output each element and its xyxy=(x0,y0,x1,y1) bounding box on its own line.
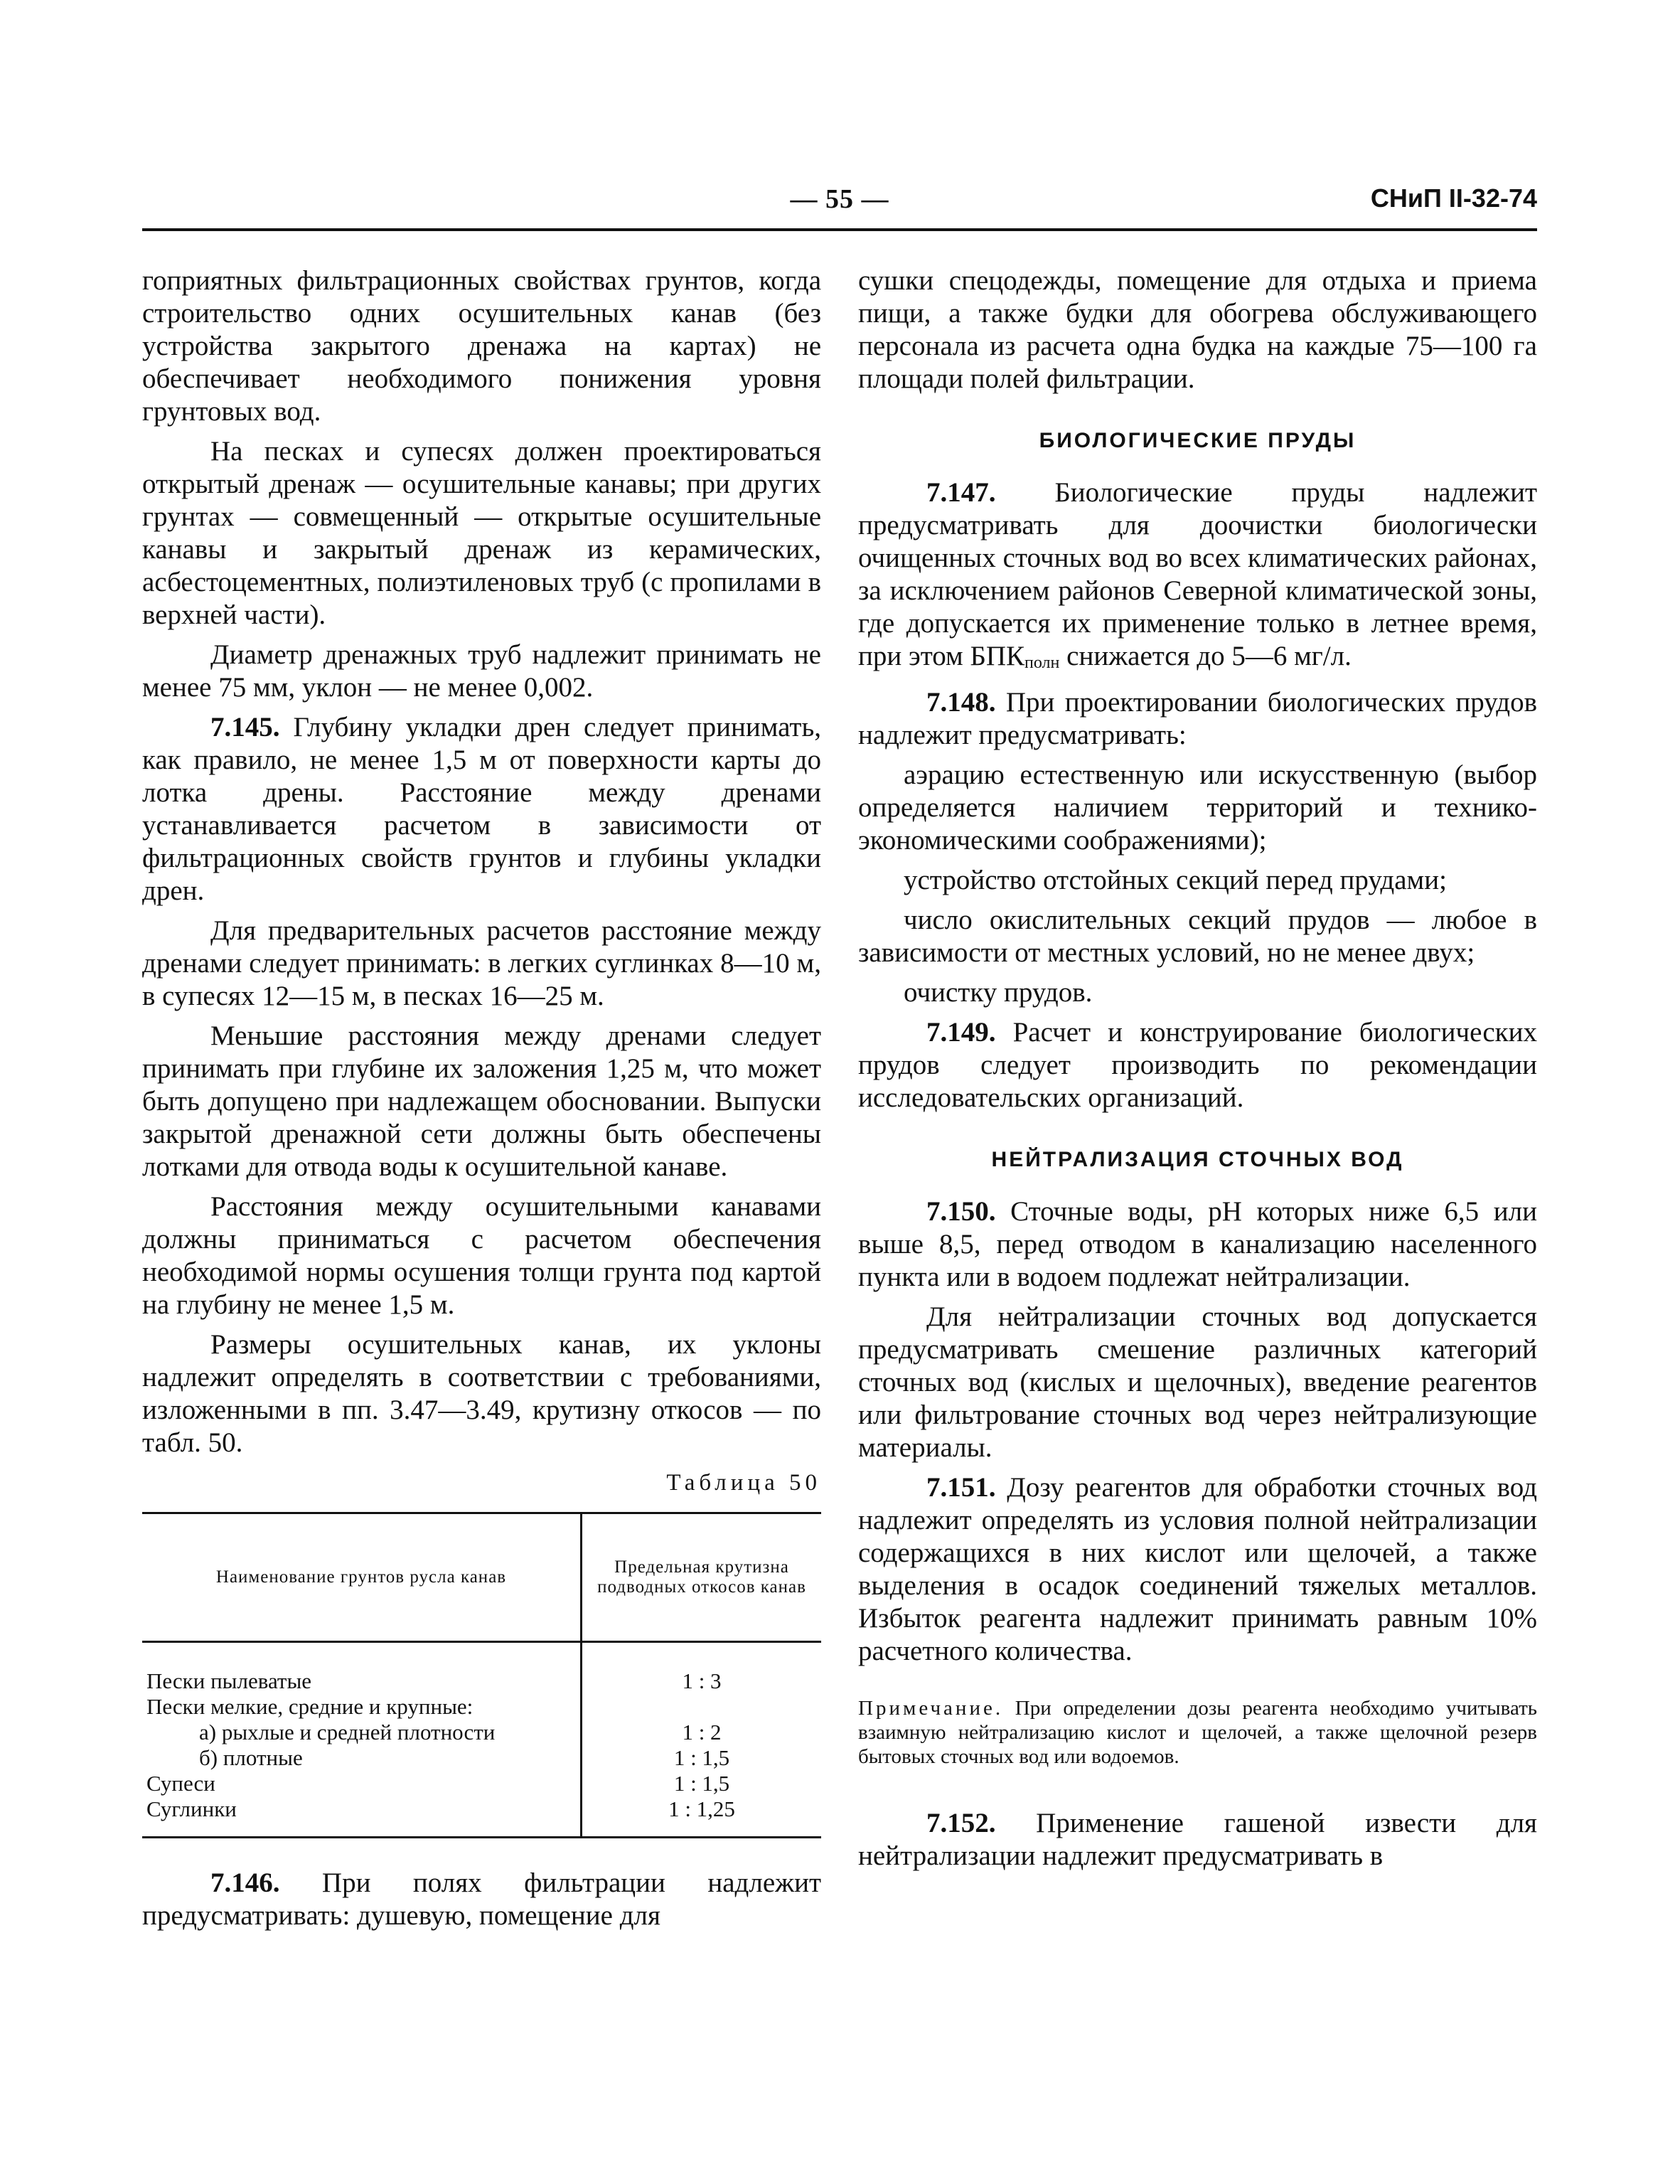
paragraph-text: Применение гашеной извести для нейтрализации надлежит предусматривать в xyxy=(858,1808,1537,1871)
paragraph: Меньшие расстояния между дренами следует принимать при глубине их заложения 1,25 м, что может быть допущено при надлежащем обосновании. Выпуски закрытой дренажной сети должны быть обеспечены лотками для отвода воды к осушительной канаве. xyxy=(142,1021,821,1182)
section-heading-neutralization: НЕЙТРАЛИЗАЦИЯ СТОЧНЫХ ВОД xyxy=(991,1148,1404,1171)
section-heading-biological-ponds: БИОЛОГИЧЕСКИЕ ПРУДЫ xyxy=(1039,429,1357,452)
paragraph: Расстояния между осушительными канавами должны приниматься с расчетом обеспечения необходимой нормы осушения толщи грунта под картой на глубину не менее 1,5 м. xyxy=(142,1191,821,1320)
paragraph-7-151 xyxy=(858,1471,1537,1668)
paragraph-7-147 xyxy=(858,476,1537,679)
note-text: При определении дозы реагента необходимо учитывать взаимную нейтрализацию кислот и щелочей, а также щелочной резерв бытовых сточных вод или водоемов. xyxy=(858,1697,1537,1768)
table-row xyxy=(142,1745,821,1771)
paragraph-number: 7.152. xyxy=(926,1808,996,1838)
table-cell-soil: Суглинки xyxy=(142,1796,582,1838)
paragraph: Диаметр дренажных труб надлежит принимать не менее 75 мм, уклон — не менее 0,002. xyxy=(142,639,821,703)
paragraph-number: 7.151. xyxy=(926,1472,996,1503)
table-cell-soil: б) плотные xyxy=(142,1745,582,1771)
paragraph-text: При полях фильтрации надлежит предусматривать: душевую, помещение для xyxy=(142,1868,821,1931)
table-header-soil: Наименование грунтов русла канав xyxy=(142,1513,582,1642)
header-rule xyxy=(142,228,1537,231)
note-label: Примечание. xyxy=(858,1697,1004,1720)
paragraph-7-146 xyxy=(142,1867,821,1932)
table-cell-slope: 1 : 2 xyxy=(682,1720,722,1744)
table-cell-slope: 1 : 3 xyxy=(682,1668,722,1693)
table-cell-soil: а) рыхлые и средней плотности xyxy=(142,1720,582,1745)
paragraph: Для нейтрализации сточных вод допускается предусматривать смешение различных категорий сточных вод (кислых и щелочных), введение реагентов или фильтрование сточных вод через нейтрализующие материалы. xyxy=(858,1301,1537,1463)
document-code: СНиП II-32-74 xyxy=(1370,183,1537,213)
table-cell-slope: 1 : 1,5 xyxy=(673,1745,730,1770)
table-row xyxy=(142,1694,821,1720)
paragraph-7-150 xyxy=(858,1195,1537,1294)
table-cell-soil: Пески пылеватые xyxy=(142,1642,582,1695)
table-row xyxy=(142,1720,821,1745)
paragraph-number: 7.150. xyxy=(926,1196,996,1227)
table-cell-soil: Супеси xyxy=(142,1771,582,1796)
table-cell-slope: 1 : 1,5 xyxy=(673,1771,730,1796)
table-cell-soil: Пески мелкие, средние и крупные: xyxy=(142,1694,582,1720)
left-column xyxy=(142,265,821,1939)
list-item: аэрацию естественную или искусственную (выбор определяется наличием территорий и технико-экономическими соображениями); xyxy=(858,760,1537,856)
list-item: очистку прудов. xyxy=(904,977,1093,1008)
paragraph-text: Расчет и конструирование биологических прудов следует производить по рекомендации исследовательских организаций. xyxy=(858,1017,1537,1113)
table-row xyxy=(142,1771,821,1796)
paragraph: Для предварительных расчетов расстояние между дренами следует принимать: в легких суглинках 8—10 м, в супесях 12—15 м, в песках 16—25 м. xyxy=(142,915,821,1011)
table-header-row xyxy=(142,1513,821,1642)
paragraph-number: 7.148. xyxy=(926,687,996,718)
note xyxy=(858,1696,1537,1769)
table-cell-slope xyxy=(582,1694,822,1720)
paragraph-text: Дозу реагентов для обработки сточных вод надлежит определять из условия полной нейтрализации содержащихся в них кислот или щелочей, а также выделения в осадок соединений тяжелых металлов. Избыток реагента надлежит принимать равным 10% расчетного количества. xyxy=(858,1472,1537,1666)
paragraph-number: 7.145. xyxy=(210,712,280,742)
paragraph-text: Глубину укладки дрен следует принимать, как правило, не менее 1,5 м от поверхности карты до лотка дрены. Расстояние между дренами устанавливается расчетом в зависимости от фильтрационных свойств грунтов и глубины укладки дрен. xyxy=(142,712,821,906)
paragraph: Размеры осушительных канав, их уклоны надлежит определять в соответствии с требованиями, изложенными в пп. 3.47—3.49, крутизну откосов — по табл. 50. xyxy=(142,1329,821,1458)
table-header-slope: Предельная крутизна подводных откосов канав xyxy=(582,1513,822,1642)
paragraph-number: 7.149. xyxy=(926,1017,996,1048)
paragraph-text: При проектировании биологических прудов надлежит предусматривать: xyxy=(858,687,1537,750)
page-number: — 55 — xyxy=(790,184,889,214)
page-header xyxy=(142,183,1537,226)
paragraph-text: Биологические пруды надлежит предусматривать для доочистки биологически очищенных сточных вод во всех климатических районах, за исключением районов Северной климатической зоны, где допускается их применение только в летнее время, при этом БПК xyxy=(858,477,1537,671)
paragraph-7-148 xyxy=(858,686,1537,752)
table-caption: Таблица 50 xyxy=(666,1470,821,1496)
paragraph-text: Сточные воды, pH которых ниже 6,5 или выше 8,5, перед отводом в канализацию населенного пункта или в водоем подлежат нейтрализации. xyxy=(858,1196,1537,1292)
list-item: число окислительных секций прудов — любое в зависимости от местных условий, но не менее двух; xyxy=(858,905,1537,968)
paragraph-7-152 xyxy=(858,1807,1537,1873)
subscript: полн xyxy=(1024,654,1060,672)
paragraph-7-145 xyxy=(142,711,821,907)
paragraph: сушки спецодежды, помещение для отдыха и приема пищи, а также будки для обогрева обслуживающего персонала из расчета одна будка на каждые 75—100 га площади полей фильтрации. xyxy=(858,265,1537,394)
paragraph-text: снижается до 5—6 мг/л. xyxy=(1059,641,1352,671)
paragraph-7-149 xyxy=(858,1016,1537,1114)
list-item: устройство отстойных секций перед прудами; xyxy=(904,865,1447,895)
table-row xyxy=(142,1642,821,1695)
paragraph: гоприятных фильтрационных свойствах грунтов, когда строительство одних осушительных канав (без устройства закрытого дренажа на картах) не обеспечивает необходимого понижения уровня грунтовых вод. xyxy=(142,265,821,427)
paragraph: На песках и супесях должен проектироваться открытый дренаж — осушительные канавы; при других грунтах — совмещенный — открытые осушительные канавы и закрытый дренаж из керамических, асбестоцементных, полиэтиленовых труб (с пропилами в верхней части). xyxy=(142,436,821,630)
paragraph-number: 7.146. xyxy=(210,1868,280,1898)
table-row xyxy=(142,1796,821,1838)
right-column xyxy=(858,265,1537,1880)
table-50 xyxy=(142,1512,821,1838)
paragraph-number: 7.147. xyxy=(926,477,996,508)
table-cell-slope: 1 : 1,25 xyxy=(582,1796,822,1838)
